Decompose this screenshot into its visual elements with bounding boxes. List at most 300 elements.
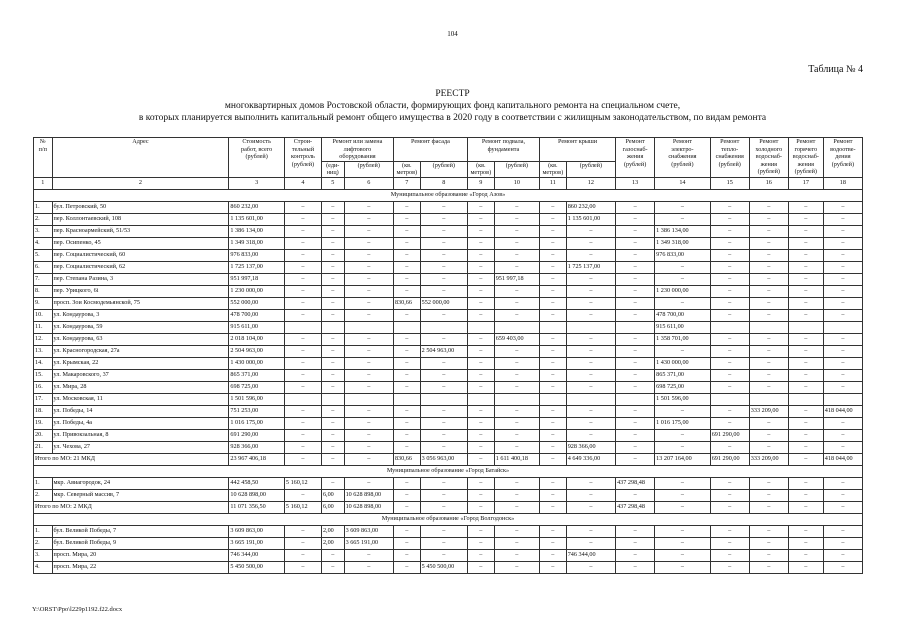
- row-cell: –: [566, 345, 615, 357]
- row-cell: –: [393, 225, 420, 237]
- row-cell: 437 298,48: [616, 477, 655, 489]
- row-cell: –: [616, 561, 655, 573]
- row-cell: –: [823, 489, 862, 501]
- row-cell: –: [321, 477, 344, 489]
- row-cell: –: [749, 213, 788, 225]
- row-number: 4.: [34, 237, 53, 249]
- row-cell: –: [344, 213, 393, 225]
- header-text: Ремонт: [796, 138, 816, 145]
- row-cell: –: [393, 489, 420, 501]
- table-row: [34, 261, 863, 273]
- row-cell: –: [420, 285, 467, 297]
- row-cell: [710, 321, 749, 333]
- row-cell: –: [344, 417, 393, 429]
- row-cell: 976 833,00: [655, 249, 711, 261]
- row-cell: –: [749, 225, 788, 237]
- row-cell: –: [710, 441, 749, 453]
- row-cell: –: [823, 417, 862, 429]
- row-cell: –: [393, 561, 420, 573]
- row-cell: –: [494, 309, 539, 321]
- header-text: дения: [835, 153, 851, 160]
- header-facade: Ремонт фасада: [393, 138, 467, 162]
- row-cell: 1 386 134,00: [229, 225, 285, 237]
- row-cell: –: [467, 441, 494, 453]
- row-cell: –: [420, 417, 467, 429]
- header-sewer: [823, 138, 862, 178]
- row-cell: –: [566, 285, 615, 297]
- header-text: Ремонт: [625, 138, 645, 145]
- table-row: [34, 285, 863, 297]
- row-cell: –: [823, 285, 862, 297]
- table-row: [34, 537, 863, 549]
- header-text: холодного: [755, 145, 783, 153]
- row-cell: –: [539, 249, 566, 261]
- total-cell: –: [467, 501, 494, 513]
- row-cell: –: [344, 201, 393, 213]
- row-cell: –: [566, 537, 615, 549]
- row-cell: [321, 321, 344, 333]
- column-number: 6: [344, 177, 393, 189]
- row-cell: –: [467, 417, 494, 429]
- row-cell: –: [393, 249, 420, 261]
- table-label: Таблица № 4: [808, 64, 863, 75]
- row-cell: –: [284, 537, 321, 549]
- row-cell: 1 358 701,00: [655, 333, 711, 345]
- row-cell: –: [710, 261, 749, 273]
- row-cell: –: [788, 489, 823, 501]
- row-cell: –: [749, 285, 788, 297]
- table-row: [34, 441, 863, 453]
- row-address: пер. Коллонтаевский, 108: [52, 213, 229, 225]
- row-cell: –: [823, 213, 862, 225]
- row-cell: 2,00: [321, 537, 344, 549]
- row-cell: 1 725 137,00: [566, 261, 615, 273]
- row-cell: –: [420, 549, 467, 561]
- row-cell: –: [420, 525, 467, 537]
- row-cell: –: [393, 549, 420, 561]
- row-cell: –: [749, 273, 788, 285]
- row-cell: –: [616, 369, 655, 381]
- row-cell: –: [710, 249, 749, 261]
- row-number: 10.: [34, 309, 53, 321]
- row-cell: –: [749, 357, 788, 369]
- row-cell: 10 628 898,00: [344, 489, 393, 501]
- row-cell: –: [344, 237, 393, 249]
- row-cell: –: [393, 477, 420, 489]
- row-cell: –: [539, 237, 566, 249]
- row-cell: –: [788, 285, 823, 297]
- row-cell: –: [823, 333, 862, 345]
- row-cell: –: [616, 429, 655, 441]
- row-cell: –: [539, 381, 566, 393]
- row-address: ул. Привокзальная, 8: [52, 429, 229, 441]
- row-cell: –: [494, 357, 539, 369]
- table-row: [34, 309, 863, 321]
- row-cell: –: [539, 369, 566, 381]
- row-cell: –: [467, 285, 494, 297]
- row-cell: 2 504 963,00: [420, 345, 467, 357]
- row-cell: –: [823, 381, 862, 393]
- row-cell: –: [788, 249, 823, 261]
- row-cell: –: [467, 297, 494, 309]
- row-cell: –: [321, 441, 344, 453]
- row-cell: –: [539, 525, 566, 537]
- row-cell: –: [539, 261, 566, 273]
- row-cell: 928 366,00: [229, 441, 285, 453]
- row-cell: –: [344, 333, 393, 345]
- row-cell: –: [321, 213, 344, 225]
- row-cell: –: [467, 273, 494, 285]
- row-number: 20.: [34, 429, 53, 441]
- row-cell: –: [539, 429, 566, 441]
- row-cell: –: [284, 381, 321, 393]
- row-cell: –: [710, 561, 749, 573]
- row-number: 6.: [34, 261, 53, 273]
- row-number: 21.: [34, 441, 53, 453]
- row-cell: –: [467, 477, 494, 489]
- total-cell: 830,66: [393, 453, 420, 465]
- row-cell: –: [344, 297, 393, 309]
- row-cell: –: [749, 477, 788, 489]
- row-cell: –: [710, 357, 749, 369]
- row-cell: –: [420, 381, 467, 393]
- row-cell: 1 135 601,00: [229, 213, 285, 225]
- header-text: Ремонт: [759, 138, 779, 145]
- table-row: [34, 381, 863, 393]
- row-cell: 951 997,18: [229, 273, 285, 285]
- header-electric: [655, 138, 711, 178]
- row-cell: –: [321, 285, 344, 297]
- row-cell: –: [344, 345, 393, 357]
- row-address: ул. Кондаурова, 59: [52, 321, 229, 333]
- row-number: 2.: [34, 537, 53, 549]
- row-cell: –: [655, 489, 711, 501]
- row-cell: –: [539, 309, 566, 321]
- row-cell: –: [788, 477, 823, 489]
- row-cell: –: [710, 549, 749, 561]
- row-cell: [344, 321, 393, 333]
- row-cell: –: [494, 489, 539, 501]
- row-cell: –: [494, 297, 539, 309]
- row-cell: –: [539, 441, 566, 453]
- row-cell: –: [566, 249, 615, 261]
- row-cell: –: [393, 537, 420, 549]
- column-number-row: [34, 177, 863, 189]
- table-row: [34, 369, 863, 381]
- row-cell: –: [321, 369, 344, 381]
- row-cell: 691 290,00: [710, 429, 749, 441]
- row-cell: 2 018 104,00: [229, 333, 285, 345]
- total-cell: –: [566, 501, 615, 513]
- row-cell: –: [393, 417, 420, 429]
- row-cell: –: [749, 561, 788, 573]
- row-cell: –: [710, 381, 749, 393]
- row-cell: –: [467, 237, 494, 249]
- column-number: 3: [229, 177, 285, 189]
- row-cell: –: [616, 297, 655, 309]
- row-address: пер. Красноармейский, 51/53: [52, 225, 229, 237]
- total-cell: –: [539, 501, 566, 513]
- header-text: (рублей): [291, 160, 315, 168]
- section-row: [34, 513, 863, 525]
- row-cell: [788, 393, 823, 405]
- header-text: контроль: [290, 153, 315, 160]
- row-cell: –: [788, 237, 823, 249]
- row-cell: –: [321, 273, 344, 285]
- header-text: жения: [626, 153, 644, 160]
- column-number: 18: [823, 177, 862, 189]
- row-address: бул. Великой Победы, 7: [52, 525, 229, 537]
- row-cell: [393, 321, 420, 333]
- row-cell: 915 611,00: [229, 321, 285, 333]
- row-cell: –: [655, 201, 711, 213]
- row-cell: –: [344, 477, 393, 489]
- total-cell: –: [655, 501, 711, 513]
- page-number: 104: [447, 30, 458, 38]
- total-cell: –: [788, 453, 823, 465]
- registry-table: [33, 137, 863, 574]
- row-cell: 478 700,00: [655, 309, 711, 321]
- row-cell: –: [284, 333, 321, 345]
- header-roof: Ремонт крыши: [539, 138, 615, 162]
- row-number: 4.: [34, 561, 53, 573]
- row-number: 11.: [34, 321, 53, 333]
- row-address: пер. Степана Разина, 3: [52, 273, 229, 285]
- row-cell: –: [616, 525, 655, 537]
- row-cell: –: [539, 537, 566, 549]
- row-cell: –: [655, 477, 711, 489]
- header-text: работ, всего: [241, 145, 273, 153]
- row-cell: –: [710, 405, 749, 417]
- row-cell: –: [710, 417, 749, 429]
- row-cell: [467, 321, 494, 333]
- row-cell: –: [823, 309, 862, 321]
- row-cell: –: [467, 201, 494, 213]
- row-cell: –: [566, 225, 615, 237]
- table-row: [34, 489, 863, 501]
- row-cell: –: [393, 345, 420, 357]
- column-number: 2: [52, 177, 229, 189]
- row-cell: –: [655, 441, 711, 453]
- row-cell: –: [616, 489, 655, 501]
- row-cell: –: [823, 225, 862, 237]
- row-cell: –: [420, 225, 467, 237]
- total-row: [34, 501, 863, 513]
- total-cell: –: [823, 501, 862, 513]
- row-cell: –: [655, 525, 711, 537]
- total-cell: 23 967 406,18: [229, 453, 285, 465]
- row-address: ул. Чехова, 27: [52, 441, 229, 453]
- row-number: 7.: [34, 273, 53, 285]
- row-cell: –: [823, 537, 862, 549]
- row-cell: –: [393, 405, 420, 417]
- row-cell: –: [655, 213, 711, 225]
- row-address: просп. Зои Космодемьянской, 75: [52, 297, 229, 309]
- row-cell: –: [788, 261, 823, 273]
- row-cell: –: [749, 525, 788, 537]
- row-cell: 6,00: [321, 489, 344, 501]
- table-body: [34, 177, 863, 573]
- row-cell: –: [420, 429, 467, 441]
- row-cell: –: [467, 525, 494, 537]
- row-cell: [823, 393, 862, 405]
- row-address: ул. Макаровского, 37: [52, 369, 229, 381]
- row-cell: –: [616, 417, 655, 429]
- row-number: 8.: [34, 285, 53, 297]
- row-cell: –: [749, 369, 788, 381]
- total-cell: 437 298,48: [616, 501, 655, 513]
- row-cell: –: [710, 489, 749, 501]
- row-cell: –: [393, 237, 420, 249]
- header-text: (рублей): [757, 168, 780, 175]
- header-sq: [393, 161, 420, 177]
- table-row: [34, 297, 863, 309]
- row-cell: –: [284, 357, 321, 369]
- table-row: [34, 237, 863, 249]
- row-cell: –: [616, 357, 655, 369]
- row-cell: –: [616, 213, 655, 225]
- row-cell: –: [710, 369, 749, 381]
- row-cell: –: [823, 369, 862, 381]
- table-row: [34, 429, 863, 441]
- row-cell: –: [655, 561, 711, 573]
- row-cell: –: [494, 405, 539, 417]
- row-cell: –: [494, 285, 539, 297]
- table-row: [34, 405, 863, 417]
- row-address: ул. Победы, 14: [52, 405, 229, 417]
- total-cell: –: [420, 501, 467, 513]
- row-cell: –: [749, 441, 788, 453]
- header-text: Ремонт или замена: [332, 138, 383, 145]
- row-cell: –: [823, 249, 862, 261]
- row-cell: –: [344, 309, 393, 321]
- row-cell: –: [710, 273, 749, 285]
- row-cell: –: [616, 237, 655, 249]
- row-cell: 976 833,00: [229, 249, 285, 261]
- row-cell: –: [539, 417, 566, 429]
- row-cell: [749, 321, 788, 333]
- row-cell: 865 371,00: [655, 369, 711, 381]
- row-cell: –: [823, 477, 862, 489]
- table-row: [34, 321, 863, 333]
- row-cell: 3 609 863,00: [344, 525, 393, 537]
- column-number: 5: [321, 177, 344, 189]
- row-cell: –: [494, 261, 539, 273]
- row-cell: 698 725,00: [229, 381, 285, 393]
- row-cell: 552 000,00: [420, 297, 467, 309]
- row-number: 2.: [34, 489, 53, 501]
- column-number: 13: [616, 177, 655, 189]
- row-cell: –: [393, 357, 420, 369]
- row-cell: –: [494, 201, 539, 213]
- header-text: снабжения: [715, 153, 744, 160]
- row-cell: 5 160,12: [284, 477, 321, 489]
- row-cell: –: [539, 297, 566, 309]
- title-line: многоквартирных домов Ростовской области, формирующих фонд капитального ремонта на специальном счете,: [224, 101, 681, 111]
- table-row: [34, 549, 863, 561]
- row-cell: –: [655, 405, 711, 417]
- row-cell: –: [749, 381, 788, 393]
- row-cell: –: [616, 285, 655, 297]
- section-title: Муниципальное образование «Город Волгодонск»: [34, 513, 863, 525]
- row-cell: –: [823, 261, 862, 273]
- row-cell: –: [788, 225, 823, 237]
- row-cell: –: [566, 369, 615, 381]
- row-cell: –: [710, 201, 749, 213]
- header-text: тельный: [291, 145, 314, 153]
- row-cell: –: [823, 297, 862, 309]
- row-cell: –: [539, 549, 566, 561]
- row-address: ул. Красногородская, 27а: [52, 345, 229, 357]
- total-cell: 6,00: [321, 501, 344, 513]
- row-cell: –: [710, 309, 749, 321]
- row-cell: –: [321, 417, 344, 429]
- title-line: в которых планируется выполнить капитальный ремонт общего имущества в 2020 году в соответствии с жилищным законодательством, по видам ремонта: [138, 113, 767, 123]
- table-row: [34, 357, 863, 369]
- row-cell: –: [321, 357, 344, 369]
- row-cell: –: [539, 345, 566, 357]
- header-gas: [616, 138, 655, 178]
- row-cell: –: [539, 285, 566, 297]
- row-cell: –: [566, 309, 615, 321]
- row-cell: –: [749, 489, 788, 501]
- total-cell: –: [494, 501, 539, 513]
- row-cell: 1 501 596,00: [655, 393, 711, 405]
- row-cell: –: [467, 357, 494, 369]
- row-cell: 860 232,00: [566, 201, 615, 213]
- total-cell: 13 207 164,00: [655, 453, 711, 465]
- total-cell: 3 056 963,00: [420, 453, 467, 465]
- row-cell: –: [393, 333, 420, 345]
- row-address: пер. Социалистический, 60: [52, 249, 229, 261]
- header-text: Ремонт: [833, 138, 853, 145]
- row-cell: –: [823, 345, 862, 357]
- row-cell: –: [321, 309, 344, 321]
- total-cell: 333 209,00: [749, 453, 788, 465]
- header-text: метров): [470, 169, 492, 176]
- row-number: 17.: [34, 393, 53, 405]
- row-cell: –: [710, 345, 749, 357]
- row-cell: –: [616, 261, 655, 273]
- row-cell: –: [467, 333, 494, 345]
- row-cell: –: [823, 201, 862, 213]
- row-cell: –: [616, 381, 655, 393]
- row-cell: –: [710, 297, 749, 309]
- row-cell: 1 349 318,00: [655, 237, 711, 249]
- header-text: ниц): [326, 169, 339, 176]
- row-cell: –: [321, 333, 344, 345]
- column-number: 16: [749, 177, 788, 189]
- row-cell: 928 366,00: [566, 441, 615, 453]
- row-cell: –: [321, 405, 344, 417]
- header-text: Ремонт подвала,: [481, 138, 525, 145]
- row-cell: 1 016 175,00: [229, 417, 285, 429]
- row-cell: 951 997,18: [494, 273, 539, 285]
- header-sq: [539, 161, 566, 177]
- row-cell: [539, 321, 566, 333]
- row-cell: –: [344, 369, 393, 381]
- row-cell: –: [284, 441, 321, 453]
- header-text: газоснаб-: [622, 145, 648, 153]
- row-cell: 3 665 191,00: [229, 537, 285, 549]
- row-cell: –: [823, 441, 862, 453]
- row-cell: –: [749, 549, 788, 561]
- row-cell: 1 430 000,00: [655, 357, 711, 369]
- row-cell: –: [749, 201, 788, 213]
- row-cell: –: [344, 285, 393, 297]
- row-cell: –: [788, 429, 823, 441]
- row-cell: –: [420, 441, 467, 453]
